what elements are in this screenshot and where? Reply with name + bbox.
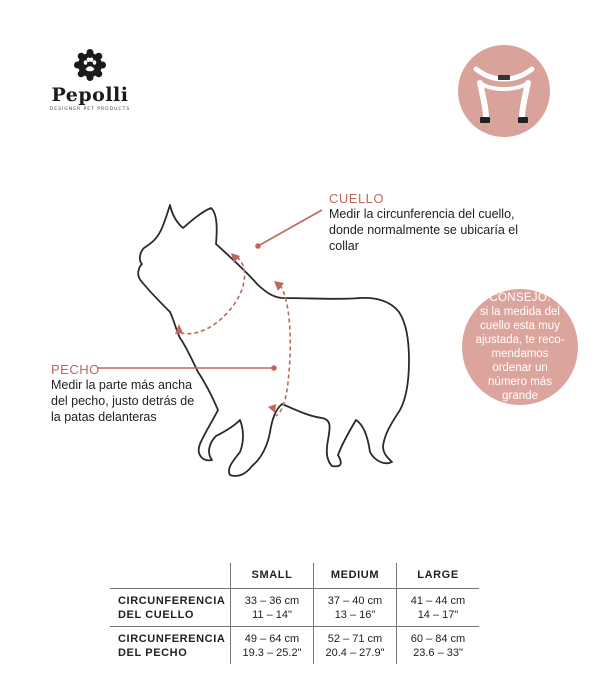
brand-tagline: DESIGNER PET PRODUCTS [49, 107, 131, 112]
row-label-line1: CIRCUNFERENCIA [118, 633, 226, 645]
cell-cm: 37 – 40 cm [327, 595, 383, 607]
pecho-text: Medir la parte más ancha del pecho, justo detrás de la patas delanteras [51, 378, 195, 424]
row-label-line1: CIRCUNFERENCIA [118, 595, 226, 607]
cell-cm: 41 – 44 cm [410, 595, 466, 607]
cell-in: 20.4 – 27.9" [325, 647, 385, 659]
cell-pecho-large [397, 627, 480, 665]
header-medium: MEDIUM [314, 563, 397, 589]
table-header-row [110, 563, 479, 589]
table-row [110, 589, 479, 627]
pecho-callout [51, 362, 201, 425]
chest-arrow-bottom [268, 404, 276, 413]
chest-measure-ring [276, 285, 290, 416]
tip-text: si la medida del cuello esta muy ajustada, te reco-mendamos ordenar un número más grande [475, 306, 565, 402]
cell-cm: 60 – 84 cm [410, 633, 466, 645]
cell-in: 19.3 – 25.2" [242, 647, 302, 659]
row-label-cuello [110, 589, 231, 627]
cell-cm: 49 – 64 cm [244, 633, 300, 645]
row-label-line2: DEL PECHO [118, 647, 188, 659]
neck-measure-ring [181, 257, 245, 334]
cell-in: 11 – 14" [252, 609, 292, 621]
cell-in: 23.6 – 33" [413, 647, 463, 659]
tip-title: CONSEJO: [489, 292, 551, 304]
cuello-title: CUELLO [329, 191, 385, 206]
tip-badge [462, 289, 578, 405]
cell-cuello-small [231, 589, 314, 627]
header-large: LARGE [397, 563, 480, 589]
cell-in: 14 – 17" [417, 609, 459, 621]
cell-pecho-medium [314, 627, 397, 665]
cell-cuello-large [397, 589, 480, 627]
table-row [110, 627, 479, 665]
pecho-title: PECHO [51, 362, 100, 377]
chest-arrow-top [274, 281, 284, 291]
cell-in: 13 – 16" [334, 609, 376, 621]
cell-cm: 52 – 71 cm [327, 633, 383, 645]
cuello-text: Medir la circunferencia del cuello, donde normalmente se ubicaría el collar [329, 207, 519, 253]
cell-cuello-medium [314, 589, 397, 627]
row-label-line2: DEL CUELLO [118, 609, 195, 621]
row-label-pecho [110, 627, 231, 665]
cuello-leader-line [258, 210, 322, 246]
cuello-leader-dot [255, 243, 261, 249]
cell-cm: 33 – 36 cm [244, 595, 300, 607]
table-header-blank [110, 563, 231, 589]
cuello-callout [329, 191, 529, 254]
header-small: SMALL [231, 563, 314, 589]
cell-pecho-small [231, 627, 314, 665]
size-table [110, 563, 479, 664]
brand-name: Pepolli [51, 84, 129, 106]
pecho-leader-dot [271, 365, 277, 371]
